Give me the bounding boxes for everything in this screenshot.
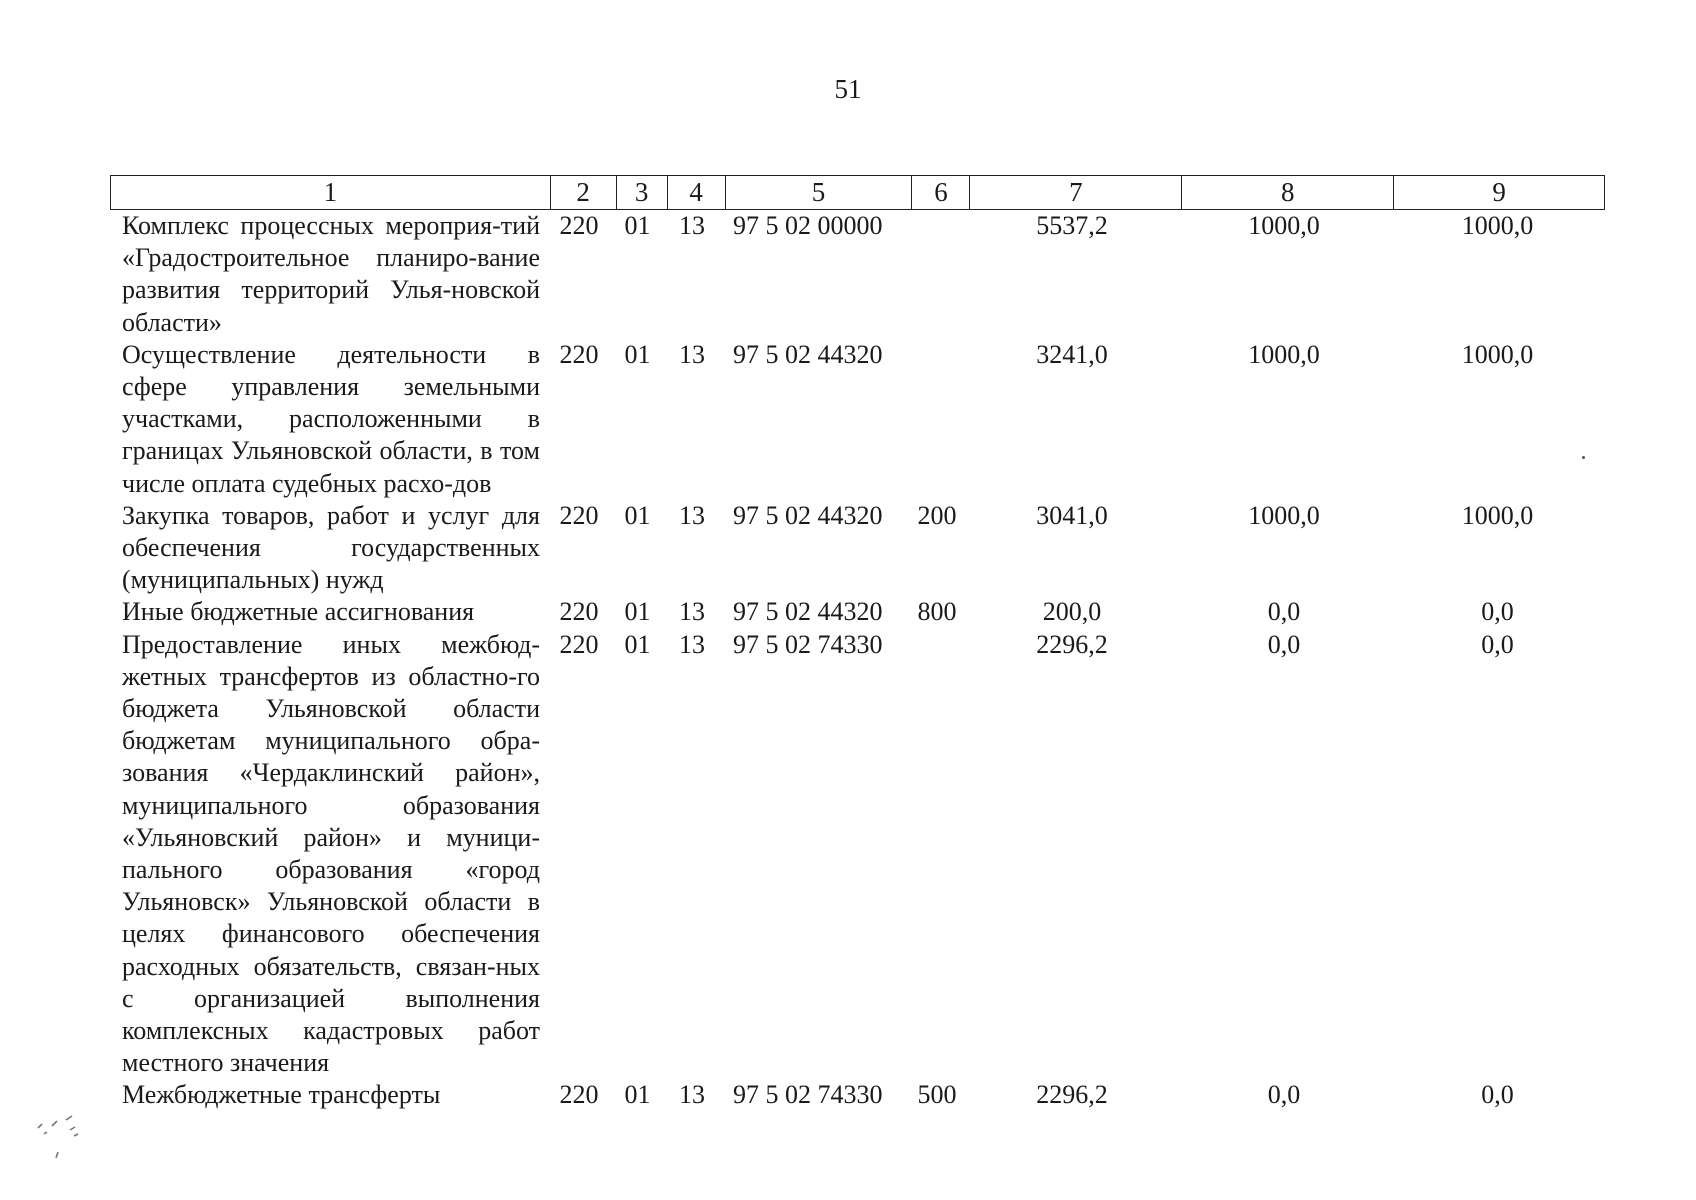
column-number-header xyxy=(110,175,1605,210)
row-value-7: 3241,0 xyxy=(1036,339,1108,369)
row-value-8: 1000,0 xyxy=(1248,211,1320,240)
row-value-9: 0,0 xyxy=(1481,1080,1514,1110)
header-col-4: 4 xyxy=(668,176,726,209)
row-code-3: 01 xyxy=(624,597,651,627)
row-code-5: 97 5 02 74330 xyxy=(733,1080,883,1110)
row-code-5: 97 5 02 44320 xyxy=(733,500,883,530)
header-col-5: 5 xyxy=(726,176,913,209)
row-code-4: 13 xyxy=(679,500,705,530)
row-code-4: 13 xyxy=(679,339,705,369)
row-value-9: 0,0 xyxy=(1481,597,1514,627)
row-code-5: 97 5 02 44320 xyxy=(733,339,883,369)
header-col-8: 8 xyxy=(1182,176,1394,209)
table-row xyxy=(110,596,1605,628)
row-value-8: 0,0 xyxy=(1267,597,1301,627)
header-col-7: 7 xyxy=(970,176,1182,209)
row-value-8: 1000,0 xyxy=(1248,500,1320,530)
row-code-5: 97 5 02 44320 xyxy=(733,597,883,627)
row-value-9: 1000,0 xyxy=(1461,211,1534,240)
row-code-6 xyxy=(908,629,966,1080)
row-code-4: 13 xyxy=(679,1080,705,1110)
table-row xyxy=(110,210,1605,339)
row-name: Межбюджетные трансферты xyxy=(122,1080,441,1110)
row-value-7: 2296,2 xyxy=(1036,1080,1108,1110)
row-code-3: 01 xyxy=(624,629,651,659)
row-code-4: 13 xyxy=(679,211,705,240)
scan-specks xyxy=(30,1098,90,1168)
row-value-7: 3041,0 xyxy=(1036,500,1108,530)
row-code-5: 97 5 02 74330 xyxy=(733,629,883,659)
table-row xyxy=(110,629,1605,1080)
row-code-2: 220 xyxy=(559,211,599,240)
page-number: 51 xyxy=(834,74,862,104)
row-value-8: 0,0 xyxy=(1267,629,1301,659)
row-code-3: 01 xyxy=(624,339,651,369)
header-col-9: 9 xyxy=(1492,177,1506,207)
row-name: Осуществление деятельности в сфере управления земельными участками, расположенными в границах Ульяновской области, в том числе оплата судебных расхо-дов xyxy=(122,339,540,498)
row-code-6: 200 xyxy=(917,500,957,530)
row-value-7: 5537,2 xyxy=(1036,211,1108,240)
row-code-6: 500 xyxy=(917,1080,957,1110)
row-code-3: 01 xyxy=(624,500,651,530)
row-code-2: 220 xyxy=(559,339,599,369)
row-code-6: 800 xyxy=(917,597,957,627)
row-code-2: 220 xyxy=(559,629,599,659)
row-code-3: 01 xyxy=(624,211,651,240)
row-name: Иные бюджетные ассигнования xyxy=(122,597,475,627)
scan-speck xyxy=(1582,456,1585,459)
row-code-2: 220 xyxy=(559,500,599,530)
row-code-5: 97 5 02 00000 xyxy=(733,211,883,240)
row-value-8: 1000,0 xyxy=(1248,339,1320,369)
header-col-1: 1 xyxy=(111,176,551,209)
row-value-9: 1000,0 xyxy=(1461,500,1534,530)
budget-table-body xyxy=(110,210,1605,1112)
row-code-2: 220 xyxy=(559,597,599,627)
row-value-7: 2296,2 xyxy=(1036,629,1108,659)
header-col-6: 6 xyxy=(912,176,970,209)
row-value-7: 200,0 xyxy=(1042,597,1102,627)
row-value-8: 0,0 xyxy=(1267,1080,1301,1110)
table-row xyxy=(110,1079,1605,1111)
row-name: Предоставление иных межбюд-жетных трансфертов из областно-го бюджета Ульяновской области бюджетам муниципального обра-зования «Чердаклинский район», муниципального образования «Ульяновский район» и муници-пального образования «город Ульяновск» Ульяновской области в целях финансового обеспечения расходных обязательств, связан-ных с организацией выполнения комплексных кадастровых работ местного значения xyxy=(122,629,540,1078)
row-code-4: 13 xyxy=(679,629,705,659)
row-code-2: 220 xyxy=(559,1080,599,1110)
row-name: Комплекс процессных мероприя-тий «Градостроительное планиро-вание развития территорий Улья-новской области» xyxy=(122,211,540,337)
row-code-4: 13 xyxy=(679,597,705,627)
row-code-3: 01 xyxy=(624,1080,651,1110)
row-value-9: 0,0 xyxy=(1481,629,1514,659)
header-col-3: 3 xyxy=(617,176,668,209)
row-name: Закупка товаров, работ и услуг для обеспечения государственных (муниципальных) нужд xyxy=(122,500,540,595)
table-row xyxy=(110,500,1605,597)
header-col-2: 2 xyxy=(551,176,617,209)
row-value-9: 1000,0 xyxy=(1461,339,1534,369)
table-row xyxy=(110,339,1605,500)
row-code-6 xyxy=(908,339,966,500)
row-code-6 xyxy=(908,210,966,339)
